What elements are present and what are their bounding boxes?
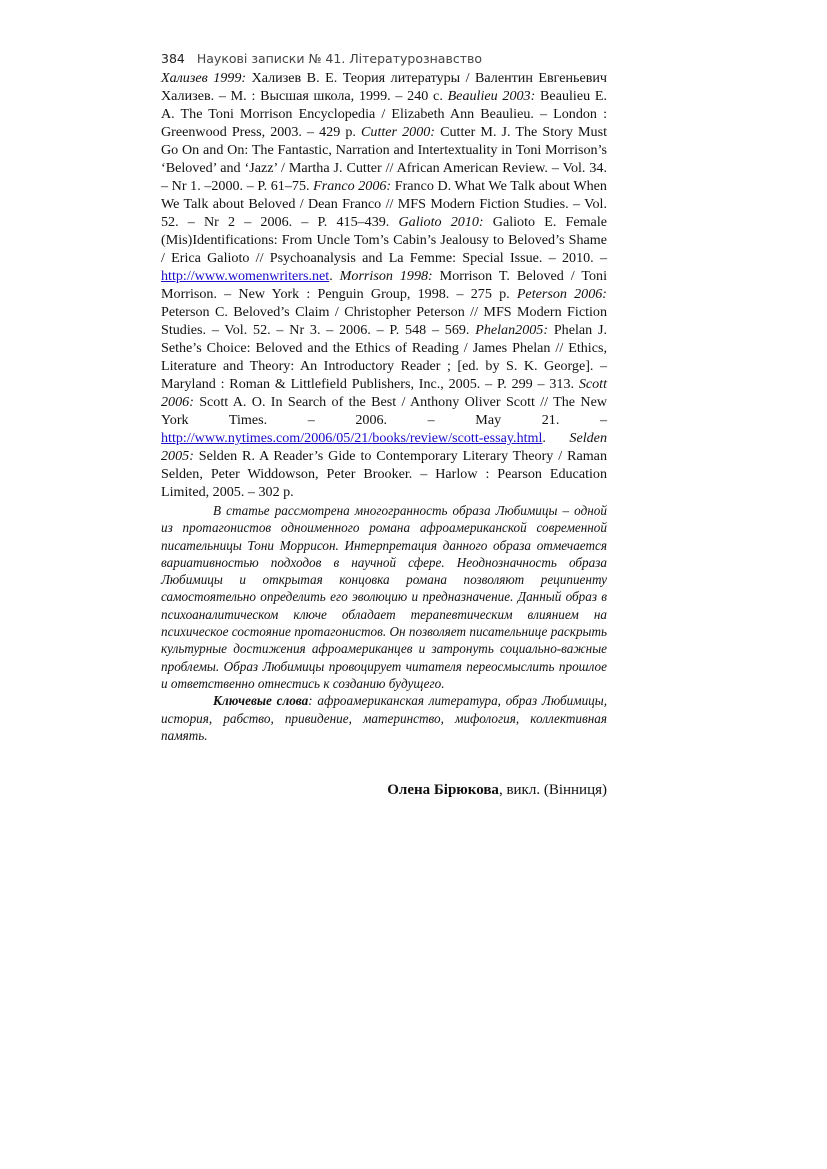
reference-text: Galioto E. Female (Mis)Identifications: From Uncle Tom’s Cabin’s Jealousy to Beloved’s Shame / Erica Galioto // Psychoanalysis and La Femme: Special Issue. – 2010. – xyxy=(161,214,607,266)
keywords-text: : афроамериканская литература, образ Любимицы, история, рабство, привидение, материнство, мифология, коллективная память. xyxy=(161,693,607,743)
references-list xyxy=(161,69,607,501)
reference-label: Beaulieu 2003: xyxy=(447,88,536,104)
page-content xyxy=(161,50,607,799)
reference-label: Galioto 2010: xyxy=(398,214,484,230)
reference-label: Selden 2005: xyxy=(161,430,607,464)
reference-link[interactable]: http://www.womenwriters.net xyxy=(161,268,330,284)
reference-text: Selden R. A Reader’s Gide to Contemporary Literary Theory / Raman Selden, Peter Widdowson, Peter Brooker. – Harlow : Pearson Education Limited, 2005. – 302 p. xyxy=(161,448,607,500)
reference-label: Scott 2006: xyxy=(161,376,607,410)
keywords-paragraph xyxy=(161,692,607,744)
abstract-paragraph: В статье рассмотрена многогранность образа Любимицы – одной из протагонистов одноименного романа афроамериканской современной писательницы Тони Моррисон. Интерпретация данного образа отмечается вариативностью подходов в научной сфере. Неоднозначность образа Любимицы и открытая концовка романа позволяют реципиенту самостоятельно определить его эволюцию и предназначение. Данный образ в психоаналитическом ключе обладает терапевтическим влиянием на психическое состояние протагонистов. Он позволяет писательнице раскрыть культурные достижения афроамериканцев и затронуть социально-важные проблемы. Образ Любимицы провоцирует читателя переосмыслить прошлое и ответственно отнестись к созданию будущего. xyxy=(161,503,607,691)
reference-text: Beaulieu E. A. The Toni Morrison Encyclopedia / Elizabeth Ann Beaulieu. – London : Greenwood Press, 2003. – 429 p. xyxy=(161,88,607,140)
reference-text: Peterson C. Beloved’s Claim / Christopher Peterson // MFS Modern Fiction Studies. – Vol. 52. – Nr 3. – 2006. – P. 548 – 569. xyxy=(161,304,607,338)
reference-text: Cutter M. J. The Story Must Go On and On: The Fantastic, Narration and Intertextuality in Toni Morrison’s ‘Beloved’ and ‘Jazz’ / Martha J. Cutter // African American Review. – Vol. 34. – Nr 1. –2000. – P. 61–75. xyxy=(161,124,607,194)
reference-label: Phelan2005: xyxy=(475,322,549,338)
reference-text: Franco D. What We Talk about When We Talk about Beloved / Dean Franco // MFS Modern Fiction Studies. – Vol. 52. – Nr 2 – 2006. – P. 415–439. xyxy=(161,178,607,230)
author-role: , викл. (Вінниця) xyxy=(498,782,607,799)
running-header xyxy=(161,50,607,68)
author-name: Олена Бірюкова xyxy=(387,782,499,799)
reference-label: Morrison 1998: xyxy=(339,268,433,284)
reference-text: Scott A. O. In Search of the Best / Anthony Oliver Scott // The New York Times. – 2006. – May 21. – xyxy=(161,394,607,428)
reference-text-after: . xyxy=(542,430,570,446)
keywords-label: Ключевые слова xyxy=(213,693,309,709)
page-number: 384 xyxy=(161,51,185,66)
reference-text: Morrison T. Beloved / Toni Morrison. – New York : Penguin Group, 1998. – 275 p. xyxy=(161,268,608,302)
reference-link[interactable]: http://www.nytimes.com/2006/05/21/books/review/scott-essay.html xyxy=(161,430,543,446)
reference-text: Хализев В. Е. Теория литературы / Валентин Евгеньевич Хализев. – М. : Высшая школа, 1999. – 240 с. xyxy=(161,70,607,104)
reference-text-after: . xyxy=(329,268,340,284)
reference-label: Хализев 1999: xyxy=(161,70,247,86)
author-line xyxy=(161,781,607,799)
reference-label: Peterson 2006: xyxy=(516,286,607,302)
journal-title: Наукові записки № 41. Літературознавство xyxy=(196,51,482,66)
reference-label: Cutter 2000: xyxy=(361,124,436,140)
reference-label: Franco 2006: xyxy=(313,178,392,194)
reference-text: Phelan J. Sethe’s Choice: Beloved and the Ethics of Reading / James Phelan // Ethics, Literature and Theory: An Introductory Reader ; [ed. by S. K. George]. – Maryland : Roman & Littlefield Publishers, Inc., 2005. – P. 299 – 313. xyxy=(161,322,607,392)
